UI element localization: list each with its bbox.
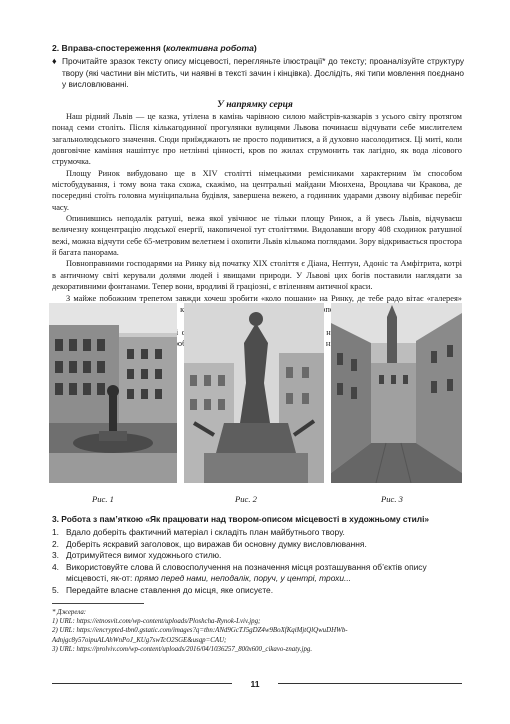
section-2-title: 2. Вправа-спостереження (колективна робота) (52, 43, 257, 53)
section-3-title: 3. Робота з пам’яткою «Як працювати над твором-описом місцевості в художньому стилі» (52, 514, 430, 524)
list-item: 4. Використовуйте слова й словосполучення на позначення місця розташування об’єктів опису місцевості, як-от: прямо перед нами, неподалік, поруч, у центрі, трохи... (52, 561, 427, 583)
photo-3-city-street (331, 303, 462, 483)
footnote-divider (52, 603, 144, 604)
photo-1-rynok-square (49, 303, 177, 483)
paragraph: Повноправними господарями на Ринку від початку XIX століття є Діана, Нептун, Адоніс та Амфітрита, котрі в античному світі керували долями людей і явищами природи. У Львові цих богів поставили наглядати за декоративними фонтанами. Тепер вони, вродливі й граціозні, є втіленням античної краси. (52, 259, 462, 292)
paragraph: З майже побожним трепетом завжди хочеш зробити «коло пошани» на Ринку, де тебе радо вітає «галерея» (66, 293, 462, 303)
list-item: 2. Доберіть яскравий заголовок, що виражав би основну думку висловлювання. (52, 538, 367, 549)
steps-list (52, 527, 462, 596)
task-text: Прочитайте зразок тексту опису місцевості, перегляньте ілюстрації* до тексту; проаналізуйте структуру твору (які частини він містить, чи наявні в тексті зачин і кінцівка). Дослідіть, які типи мовлення поєднано у висловлюванні. (62, 56, 464, 90)
paragraph: Наш рідний Львів — це казка, утілена в камінь чарівною силою майстрів-казкарів з усього світу протягом понад семи століть. Після кількагодинної прогулянки вулицями Львова починаєш відчувати себе мислителем загальнолюдського значення. Сюди приїжджають не просто подивитися, а й духовно насолодитися. Ці миті, коли довговічне каміння нашіптує про нетлінні цінності, кров по жилах струмонить так лагідно, як вода лісового струмочка. (52, 112, 462, 167)
paragraph: Площу Ринок вибудовано ще в XIV столітті німецькими ремісниками характерним їм способом містобудування, і тому вона така схожа, скажімо, на центральні майдани Мюнхена, Вроцлава чи Кракова, де посередині стоїть головна муніципальна будівля, завершена вежею, а годинник ударами дзвону відбиває перебіг часу. (52, 168, 462, 212)
footnote-heading: * Джерела: (52, 609, 87, 616)
article-title: У напрямку серця (217, 99, 293, 110)
photo-2-fountain-statue (184, 303, 324, 483)
page-number: 11 (250, 679, 260, 689)
list-item: 5. Передайте власне ставлення до місця, яке описуєте. (52, 584, 274, 595)
footnote-item: 3) URL: https://prolviv.com/wp-content/uploads/2016/04/1036257_800x600_cikavo-znaty.jpg. (52, 645, 313, 653)
diamond-bullet-icon: ♦ (52, 56, 57, 66)
list-item: 1. Вдало доберіть фактичний матеріал і складіть план майбутнього твору. (52, 527, 345, 537)
footnotes (52, 608, 464, 654)
caption-fig-1: Рис. 1 (92, 494, 114, 504)
footnote-item: 2) URL: https://encrypted-tbn0.gstatic.com/images?q=tbn:ANd9GcTJ5gDZ4w9BoXfKqiMjtQlQwuDHWb-Adnjgc8y57oipuALAhWnPoJ_KUg7swTcO2SGE&usqp=CAU; (52, 627, 348, 644)
caption-fig-3: Рис. 3 (381, 494, 403, 504)
footnote-item: 1) URL: https://etnosvit.com/wp-content/uploads/Ploshcha-Rynok-Lviv.jpg; (52, 618, 261, 626)
caption-fig-2: Рис. 2 (235, 494, 257, 504)
list-item: 3. Дотримуйтеся вимог художнього стилю. (52, 550, 222, 560)
task-block (52, 56, 464, 91)
footer-divider-left (52, 683, 232, 684)
footer-divider-right (278, 683, 462, 684)
paragraph: на (52, 327, 462, 361)
paragraph: Опинившись неподалік ратуші, вежа якої увічнює не тільки площу Ринок, а й увесь Львів, відчуваєш величезну концентрацію людської енергії, накопиченої тут століттями. Видолавши вгору 408 сходинок ратушної вежі, можна відчути себе 65-метровим велетнем і охопити Львів кількома поглядами. Зору відкривається простора й багата панорама. (52, 214, 462, 258)
